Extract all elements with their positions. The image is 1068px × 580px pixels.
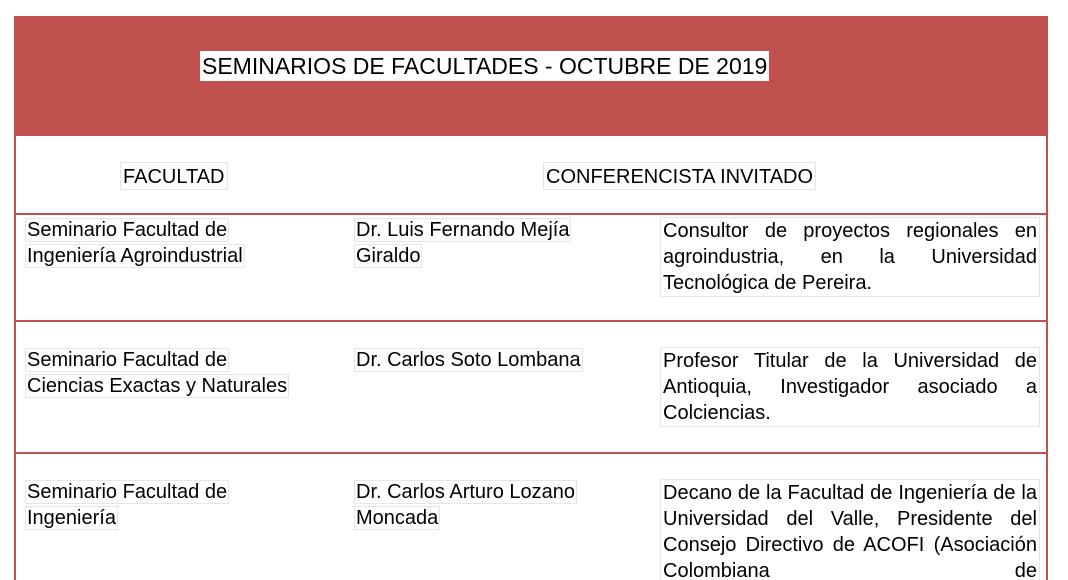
row-2-descripcion: Profesor Titular de la Universidad de Antioquia, Investigador asociado a Colciencias. <box>660 347 1040 427</box>
header-divider <box>16 213 1046 215</box>
row-1-facultad <box>25 217 345 269</box>
row-divider <box>16 320 1046 322</box>
row-3-conferencista-line-1: Dr. Carlos Arturo Lozano <box>356 481 575 503</box>
row-1-conferencista-line-2: Giraldo <box>356 245 421 267</box>
row-2-conferencista <box>354 347 624 373</box>
row-3-facultad <box>25 479 345 531</box>
row-1-facultad-line-1: Seminario Facultad de <box>27 219 228 241</box>
row-2-conferencista-line-1: Dr. Carlos Soto Lombana <box>356 349 581 371</box>
row-1-descripcion: Consultor de proyectos regionales en agroindustria, en la Universidad Tecnológica de Pereira. <box>660 217 1040 297</box>
row-2-facultad <box>25 347 345 399</box>
title-band <box>16 16 1046 136</box>
column-header-conferencista: CONFERENCISTA INVITADO <box>543 162 816 190</box>
row-2-facultad-line-2: Ciencias Exactas y Naturales <box>27 375 288 397</box>
row-divider <box>16 452 1046 454</box>
row-1-conferencista-line-1: Dr. Luis Fernando Mejía <box>356 219 570 241</box>
column-header-facultad: FACULTAD <box>120 162 228 190</box>
row-3-facultad-line-2: Ingeniería <box>27 507 116 529</box>
row-3-descripcion: Decano de la Facultad de Ingeniería de la Universidad del Valle, Presidente del Consejo Directivo de ACOFI (Asociación Colombiana de <box>660 479 1040 580</box>
document-title: SEMINARIOS DE FACULTADES - OCTUBRE DE 2019 <box>202 53 768 79</box>
row-3-facultad-line-1: Seminario Facultad de <box>27 481 228 503</box>
row-3-conferencista-line-2: Moncada <box>356 507 439 529</box>
row-1-facultad-line-2: Ingeniería Agroindustrial <box>27 245 243 267</box>
row-2-facultad-line-1: Seminario Facultad de <box>27 349 228 371</box>
row-3-conferencista <box>354 479 624 531</box>
row-1-conferencista <box>354 217 624 269</box>
seminarios-table <box>14 16 1048 580</box>
